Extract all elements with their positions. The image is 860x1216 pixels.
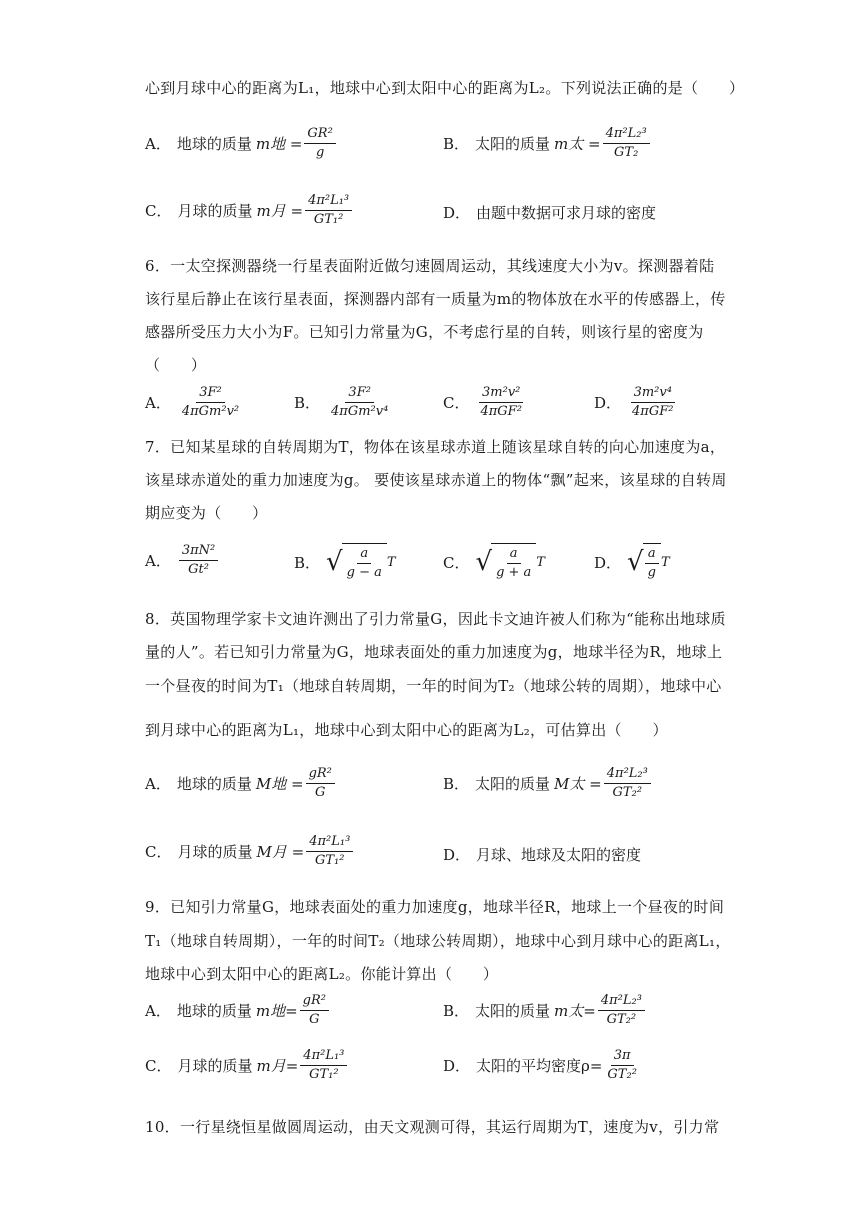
formula-lhs: M地 = — [255, 775, 304, 793]
formula-lhs: m太= — [554, 1002, 596, 1020]
formula-fraction: $\frac{\text{4π²L₂³}}{\text{GT₂²}}$ — [604, 766, 651, 801]
option-label: A． — [145, 394, 171, 412]
option-label: B． — [294, 553, 321, 572]
q9-option-d — [443, 1048, 642, 1083]
q5-intro-line: 心到月球中心的距离为L₁，地球中心到太阳中心的距离为L₂。下列说法正确的是（ ） — [145, 79, 745, 97]
q5-option-c — [145, 193, 354, 228]
formula-fraction: $\frac{\text{gR²}}{G}$ — [300, 993, 329, 1028]
q10-line-1: 10．一行星绕恒星做圆周运动，由天文观测可得，其运行周期为T，速度为v，引力常 — [145, 1118, 720, 1136]
q6-line-4: （ ） — [145, 356, 207, 374]
option-label: A． — [145, 135, 171, 153]
option-text: 太阳的质量 — [475, 775, 551, 793]
q8-line-2: 量的人”。若已知引力常量为G，地球表面处的重力加速度为g，地球半径为R，地球上 — [145, 643, 723, 661]
formula-lhs: m地 = — [255, 135, 303, 153]
option-label: B． — [443, 135, 470, 153]
q7-option-c — [443, 543, 545, 581]
q6-line-3: 感器所受压力大小为F。已知引力常量为G，不考虑行星的自转，则该行星的密度为 — [145, 323, 704, 341]
option-text: 月球的质量 — [177, 843, 253, 861]
option-label: D． — [443, 1057, 471, 1075]
option-label: C． — [443, 394, 470, 412]
q8-option-d — [443, 844, 641, 865]
formula-fraction: $\frac{\text{3F²}}{\text{4πGm²v²}}$ — [181, 385, 240, 419]
option-label: A． — [145, 775, 171, 793]
option-label: D． — [594, 553, 622, 572]
q6-line-2: 该行星后静止在该行星表面，探测器内部有一质量为m的物体放在水平的传感器上，传 — [145, 290, 726, 308]
q6-option-a — [145, 385, 244, 420]
formula-fraction: $\frac{\text{gR²}}{G}$ — [306, 766, 335, 801]
sqrt-formula: √ $\frac{a}{g + a}$ T — [475, 543, 544, 581]
option-label: C． — [145, 202, 172, 220]
q9-line-1: 9．已知引力常量G，地球表面处的重力加速度g，地球半径R，地球上一个昼夜的时间 — [145, 898, 725, 916]
formula-fraction: $\frac{\text{3F²}}{\text{4πGm²v⁴}}$ — [331, 385, 389, 419]
q8-option-b — [443, 766, 653, 801]
q7-option-b — [294, 543, 396, 581]
option-label: A． — [145, 552, 171, 570]
q5-option-b — [443, 126, 652, 161]
formula-fraction: $\frac{\text{3πN²}}{\text{Gt²}}$ — [179, 543, 218, 578]
option-text: 地球的质量 — [176, 1002, 252, 1020]
formula-lhs: m太 = — [554, 135, 601, 153]
q8-option-c — [145, 834, 355, 869]
option-text: 太阳的质量 — [475, 135, 551, 153]
option-text: 由题中数据可求月球的密度 — [476, 204, 657, 222]
formula-fraction: $\frac{3\pi}{\text{GT₂²}}$ — [607, 1048, 637, 1082]
formula-fraction: $\frac{\text{GR²}}{g}$ — [304, 126, 335, 161]
q6-option-d — [594, 385, 678, 420]
formula-fraction: $\frac{\text{4π²L₁³}}{\text{GT₁²}}$ — [300, 1048, 347, 1083]
option-label: D． — [594, 394, 622, 412]
formula-lhs: M太 = — [554, 775, 602, 793]
option-label: C． — [443, 553, 470, 572]
q9-line-2: T₁（地球自转周期），一年的时间T₂（地球公转周期），地球中心到月球中心的距离L₁， — [145, 932, 731, 950]
q7-option-a — [145, 543, 220, 578]
sqrt-formula: √ $\frac{a}{g}$ T — [627, 543, 670, 581]
formula-lhs: m月= — [256, 1057, 299, 1075]
option-text: 月球的质量 — [177, 202, 253, 220]
formula-lhs: M月 = — [256, 843, 305, 861]
q7-line-1: 7．已知某星球的自转周期为T，物体在该星球赤道上随该星球自转的向心加速度为a， — [145, 438, 726, 456]
q8-line-3: 一个昼夜的时间为T₁（地球自转周期，一年的时间为T₂（地球公转的周期），地球中心 — [145, 677, 722, 695]
option-text: 太阳的质量 — [475, 1002, 551, 1020]
option-label: A． — [145, 1002, 171, 1020]
sqrt-formula: √ $\frac{a}{g - a}$ T — [326, 543, 395, 581]
formula-fraction: $\frac{\text{3m²v⁴}}{\text{4πGF²}}$ — [632, 385, 674, 419]
q8-line-4: 到月球中心的距离为L₁，地球中心到太阳中心的距离为L₂，可估算出（ ） — [145, 721, 668, 739]
q5-option-d — [443, 202, 656, 223]
q8-line-1: 8．英国物理学家卡文迪许测出了引力常量G，因此卡文迪许被人们称为“能称出地球质 — [145, 610, 726, 628]
option-label: B． — [443, 1002, 470, 1020]
formula-fraction: $\frac{\text{4π²L₁³}}{\text{GT₁²}}$ — [306, 834, 353, 869]
q9-option-b — [443, 993, 647, 1028]
q9-option-a — [145, 993, 331, 1028]
formula-fraction: $\frac{\text{4π²L₁³}}{\text{GT₁²}}$ — [305, 193, 352, 228]
q9-line-3: 地球中心到太阳中心的距离L₂。你能计算出（ ） — [145, 965, 499, 983]
q6-option-c — [443, 385, 527, 420]
option-text: 太阳的平均密度ρ= — [476, 1057, 603, 1075]
q7-line-3: 期应变为（ ） — [145, 504, 268, 522]
option-label: D． — [443, 846, 471, 864]
option-text: 地球的质量 — [176, 775, 252, 793]
q7-line-2: 该星球赤道处的重力加速度为g。 要使该星球赤道上的物体“飘”起来，该星球的自转周 — [145, 471, 727, 489]
q6-option-b — [294, 385, 393, 420]
q9-option-c — [145, 1048, 349, 1083]
formula-fraction: $\frac{\text{4π²L₂³}}{\text{GT₂²}}$ — [598, 993, 645, 1028]
q5-option-a — [145, 126, 338, 161]
option-label: B． — [443, 775, 470, 793]
option-label: C． — [145, 1057, 172, 1075]
option-label: D． — [443, 204, 471, 222]
q7-option-d — [594, 543, 670, 581]
formula-fraction: $\frac{\text{3m²v²}}{\text{4πGF²}}$ — [480, 385, 522, 419]
option-label: C． — [145, 843, 172, 861]
formula-fraction: $\frac{\text{4π²L₂³}}{\text{GT₂}}$ — [603, 126, 650, 161]
q6-line-1: 6．一太空探测器绕一行星表面附近做匀速圆周运动，其线速度大小为v。探测器着陆 — [145, 257, 715, 275]
option-label: B． — [294, 394, 321, 412]
formula-lhs: m地= — [255, 1002, 298, 1020]
option-text: 月球的质量 — [177, 1057, 253, 1075]
q8-option-a — [145, 766, 337, 801]
option-text: 地球的质量 — [176, 135, 252, 153]
option-text: 月球、地球及太阳的密度 — [476, 846, 642, 864]
formula-lhs: m月 = — [256, 202, 304, 220]
